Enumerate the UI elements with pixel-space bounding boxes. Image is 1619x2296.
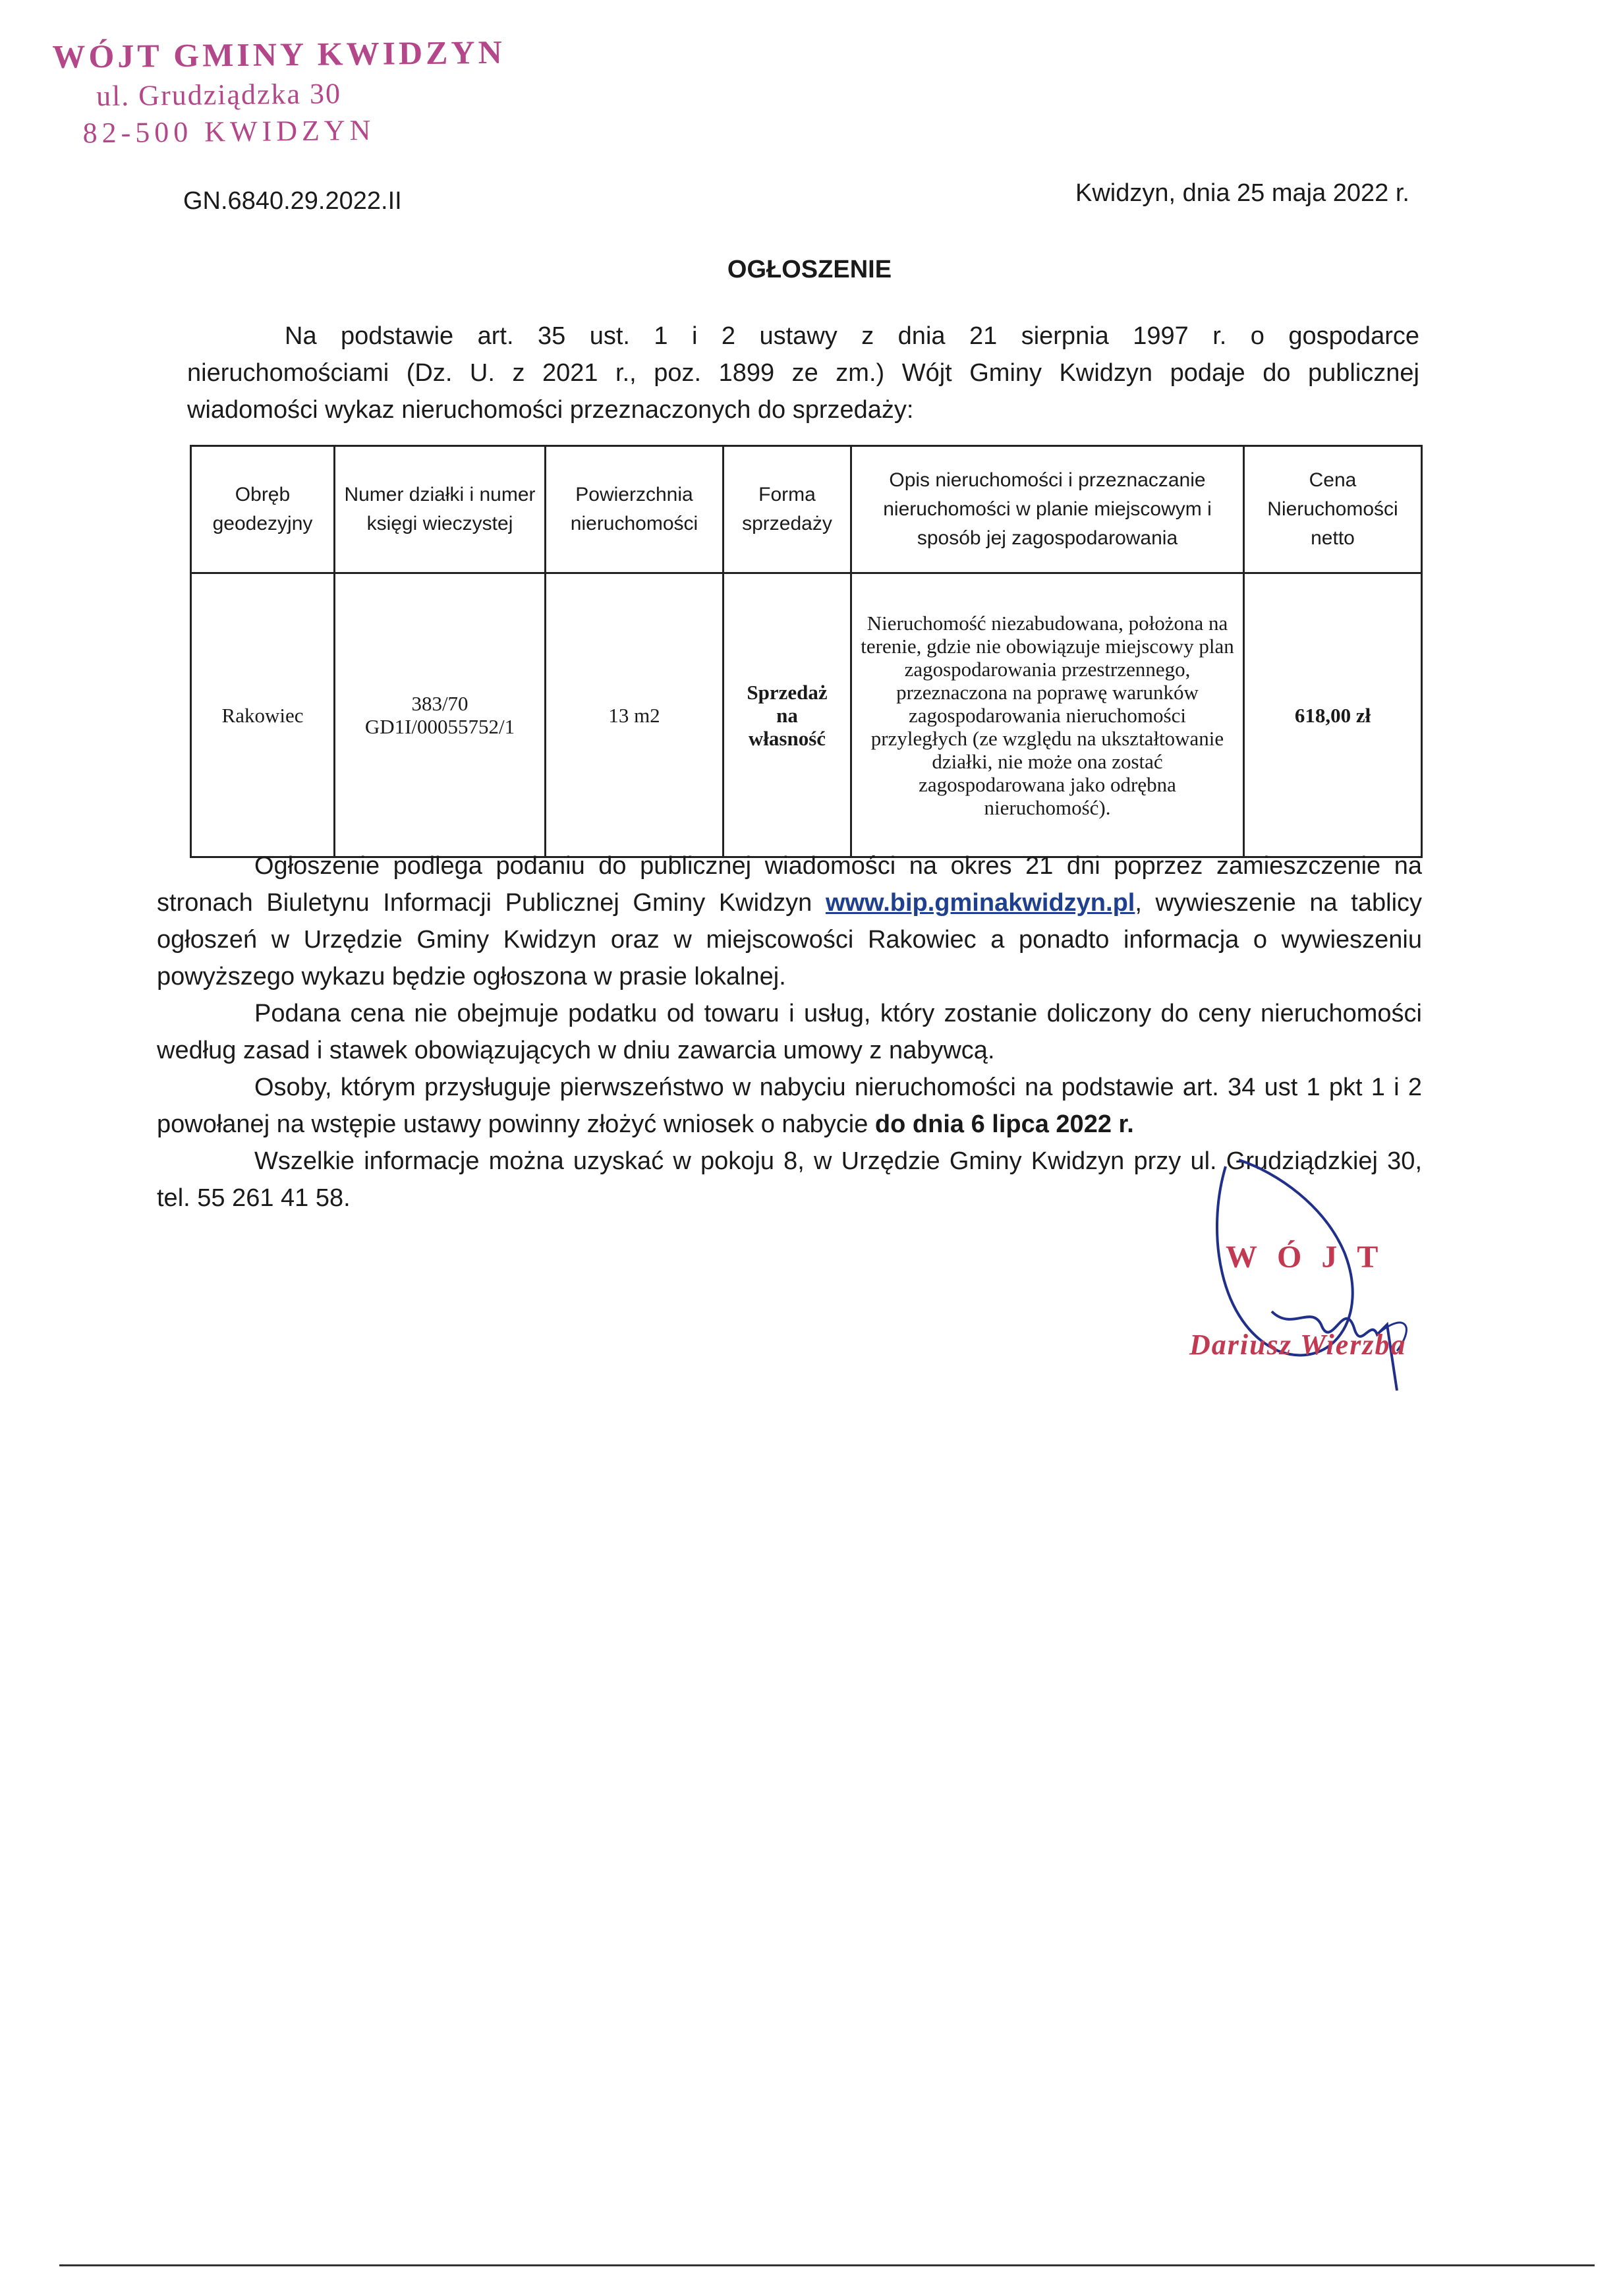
stamp-line-3: 82-500 KWIDZYN xyxy=(82,113,376,150)
intro-line-3: wiadomości wykaz nieruchomości przeznaczonych do sprzedaży: xyxy=(187,396,914,424)
paragraph-publication xyxy=(157,847,1422,995)
table-header-row xyxy=(191,446,1422,573)
document-title: OGŁOSZENIE xyxy=(727,256,892,283)
cell-numer xyxy=(335,573,546,857)
header-cena: Cena Nieruchomości netto xyxy=(1244,446,1422,573)
header-opis: Opis nieruchomości i przeznaczanie nieruchomości w planie miejscowym i sposób jej zagospodarowania xyxy=(851,446,1244,573)
bip-link[interactable]: www.bip.gminakwidzyn.pl xyxy=(825,889,1135,917)
header-forma: Forma sprzedaży xyxy=(724,446,851,573)
header-numer: Numer działki i numer księgi wieczystej xyxy=(335,446,546,573)
signature-title: WÓJT xyxy=(1226,1240,1398,1275)
cell-powierzchnia: 13 m2 xyxy=(546,573,724,857)
property-table xyxy=(190,445,1423,858)
cell-cena: 618,00 zł xyxy=(1244,573,1422,857)
stamp-line-2: ul. Grudziądzka 30 xyxy=(96,77,342,113)
deadline: do dnia 6 lipca 2022 r. xyxy=(874,1110,1134,1138)
office-stamp xyxy=(52,33,505,150)
cell-forma-line-1: Sprzedaż xyxy=(747,680,828,704)
page-bottom-rule xyxy=(59,2264,1595,2266)
header-powierzchnia: Powierzchnia nieruchomości xyxy=(546,446,724,573)
cell-opis: Nieruchomość niezabudowana, położona na terenie, gdzie nie obowiązuje miejscowy plan zagospodarowania przestrzennego, przeznaczona na poprawę warunków zagospodarowania nieruchomości przyległych (ze względu na ukształtowanie działki, nie może ona zostać zagospodarowana jako odrębna nieruchomość). xyxy=(851,573,1244,857)
place-and-date: Kwidzyn, dnia 25 maja 2022 r. xyxy=(1075,179,1409,207)
paragraph-contact: Wszelkie informacje można uzyskać w pokoju 8, w Urzędzie Gminy Kwidzyn przy ul. Grudziądzkiej 30, tel. 55 261 41 58. xyxy=(157,1147,1422,1212)
intro-line-2: nieruchomościami (Dz. U. z 2021 r., poz. 1899 ze zm.) Wójt Gminy Kwidzyn podaje do publicznej xyxy=(187,359,1419,387)
cell-obreb: Rakowiec xyxy=(191,573,335,857)
reference-number: GN.6840.29.2022.II xyxy=(183,187,402,215)
signature-name: Dariusz Wierzba xyxy=(1189,1329,1407,1361)
intro-paragraph xyxy=(187,318,1419,428)
handwritten-signature xyxy=(1179,1153,1456,1430)
table-row xyxy=(191,573,1422,857)
cell-forma xyxy=(724,573,851,857)
intro-line-1: Na podstawie art. 35 ust. 1 i 2 ustawy z dnia 21 sierpnia 1997 r. o gospodarce xyxy=(285,322,1419,350)
paragraph-publication-text-1: Ogłoszenie podlega podaniu do publicznej wiadomości na okres 21 dni poprzez zamieszczenie na stronach Biuletynu Informacji Publicznej Gminy Kwidzyn xyxy=(157,852,1422,917)
paragraph-publication-text-2: , wywieszenie na tablicy ogłoszeń w Urzędzie Gminy Kwidzyn oraz w miejscowości Rakowiec a ponadto informacja o wywieszeniu powyższego wykazu będzie ogłoszona w prasie lokalnej. xyxy=(157,889,1423,990)
cell-ksiega: GD1I/00055752/1 xyxy=(364,715,515,738)
paragraph-priority-text: Osoby, którym przysługuje pierwszeństwo w nabyciu nieruchomości na podstawie art. 34 ust 1 pkt 1 i 2 powołanej na wstępie ustawy powinny złożyć wniosek o nabycie xyxy=(157,1074,1422,1138)
paragraph-priority xyxy=(157,1069,1422,1143)
cell-dzialka: 383/70 xyxy=(411,692,469,715)
header-obreb: Obręb geodezyjny xyxy=(191,446,335,573)
cell-forma-line-2: na xyxy=(776,703,798,727)
cell-forma-line-3: własność xyxy=(748,726,826,750)
stamp-line-1: WÓJT GMINY KWIDZYN xyxy=(52,33,505,75)
paragraph-tax: Podana cena nie obejmuje podatku od towaru i usług, który zostanie doliczony do ceny nieruchomości według zasad i stawek obowiązujących w dniu zawarcia umowy z nabywcą. xyxy=(157,1000,1422,1064)
